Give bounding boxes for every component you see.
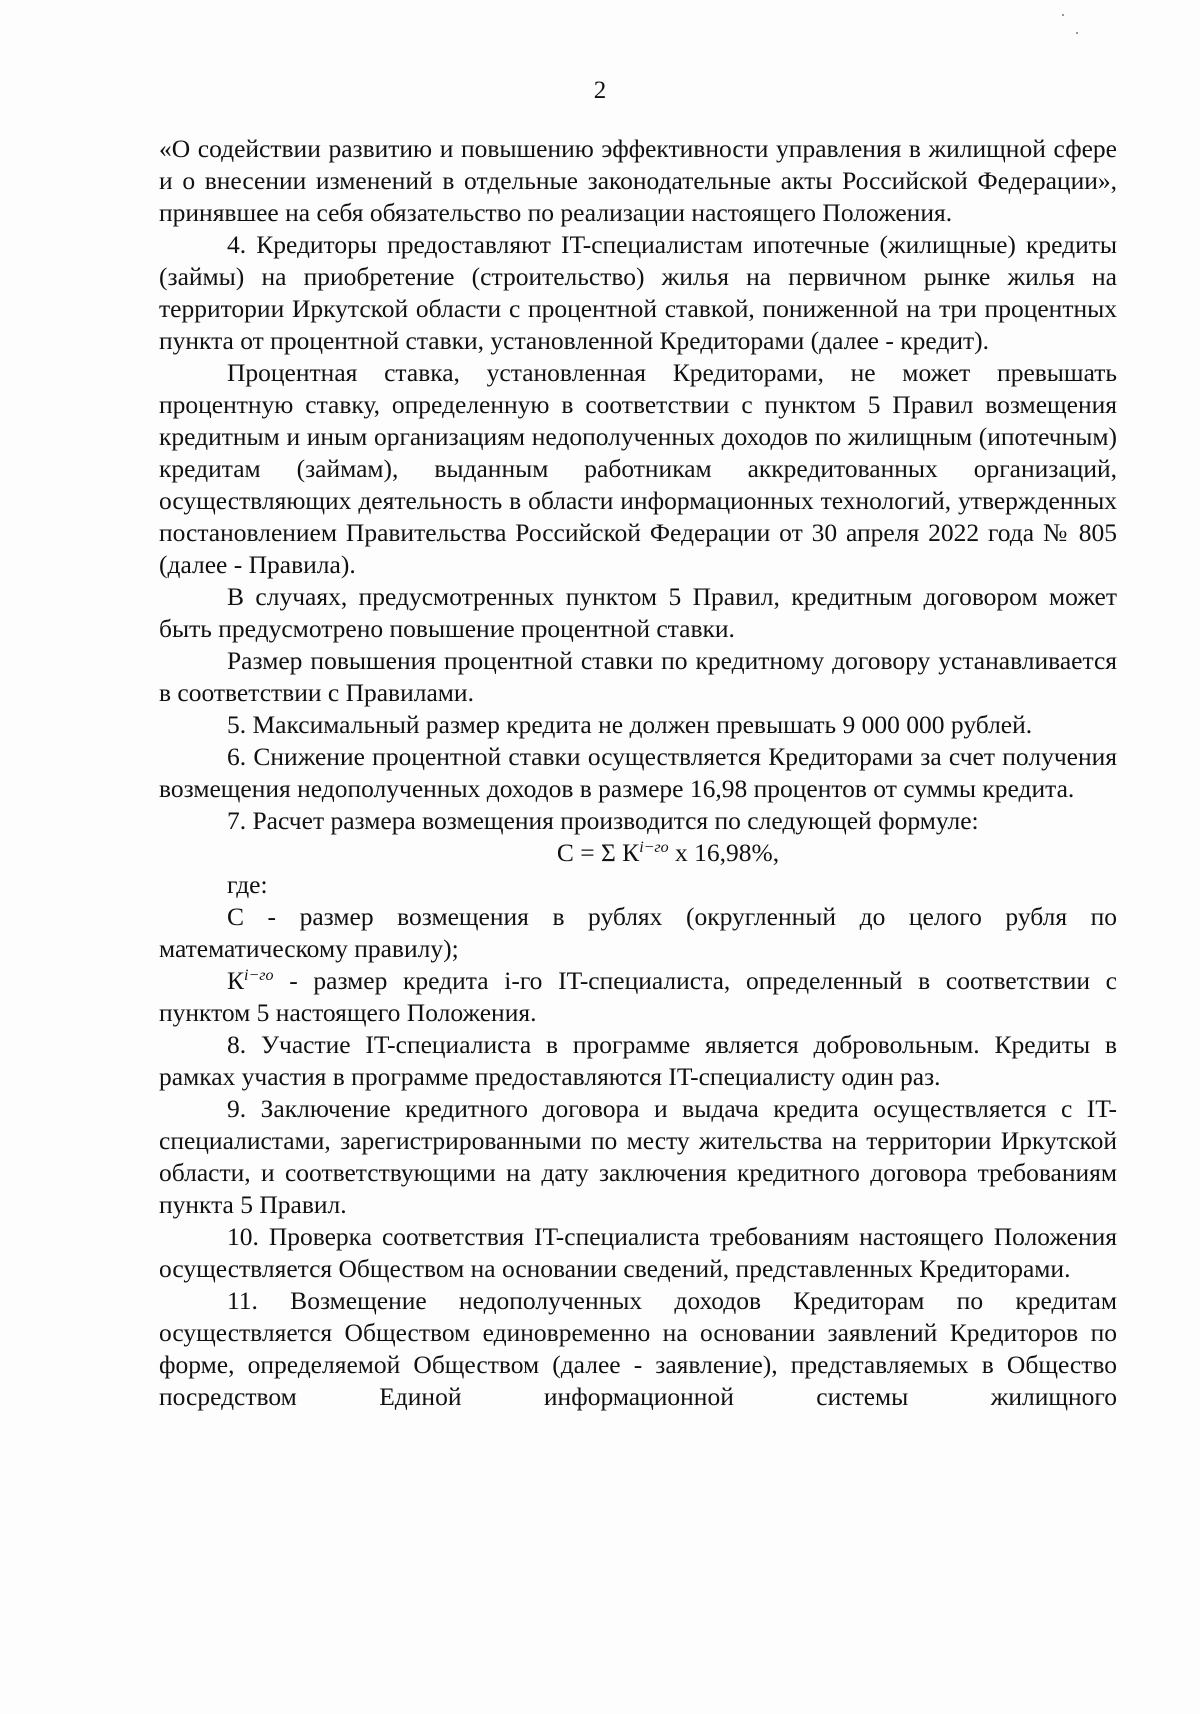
scan-speck (1062, 14, 1064, 16)
paragraph-10: 10. Проверка соответствия IT-специалиста требованиям настоящего Положения осуществляется Обществом на основании сведений, представленных Кредиторами. (159, 1222, 1117, 1283)
formula-tail: х 16,98%, (668, 838, 780, 867)
compensation-formula (159, 837, 1117, 869)
paragraph-4-rate-increase-cases: В случаях, предусмотренных пунктом 5 Правил, кредитным договором может быть предусмотрено повышение процентной ставки. (159, 582, 1117, 643)
page-number: 2 (593, 77, 607, 104)
paragraph-4-interest-rate: Процентная ставка, установленная Кредиторами, не может превышать процентную ставку, определенную в соответствии с пунктом 5 Правил возмещения кредитным и иным организациям недополученных доходов по жилищным (ипотечным) кредитам (займам), выданным работникам аккредитованных организаций, осуществляющих деятельность в области информационных технологий, утвержденных постановлением Правительства Российской Федерации от 30 апреля 2022 года № 805 (далее - Правила). (159, 358, 1117, 579)
definition-k-text: - размер кредита i-го IT-специалиста, определенный в соответствии с пунктом 5 настоящего Положения. (159, 966, 1117, 1027)
paragraph-continuation: «О содействии развитию и повышению эффективности управления в жилищной сфере и о внесении изменений в отдельные законодательные акты Российской Федерации», принявшее на себя обязательство по реализации настоящего Положения. (159, 134, 1117, 227)
paragraph-7: 7. Расчет размера возмещения производится по следующей формуле: (227, 806, 979, 835)
definition-k-symbol: К (227, 966, 245, 995)
scan-speck (1076, 32, 1078, 34)
definition-k-superscript: i−го (244, 967, 274, 984)
paragraph-9: 9. Заключение кредитного договора и выдача кредита осуществляется с IT-специалистами, зарегистрированными по месту жительства на территории Иркутской области, и соответствующими на дату заключения кредитного договора требованиям пункта 5 Правил. (159, 1094, 1117, 1219)
paragraph-4: 4. Кредиторы предоставляют IT-специалистам ипотечные (жилищные) кредиты (займы) на приобретение (строительство) жилья на первичном рынке жилья на территории Иркутской области с процентной ставкой, пониженной на три процентных пункта от процентной ставки, установленной Кредиторами (далее - кредит). (159, 230, 1117, 355)
paragraph-4-rate-increase-size: Размер повышения процентной ставки по кредитному договору устанавливается в соответствии с Правилами. (159, 646, 1117, 707)
where-label: где: (227, 870, 268, 899)
formula-superscript: i−го (639, 839, 669, 856)
paragraph-6: 6. Снижение процентной ставки осуществляется Кредиторами за счет получения возмещения недополученных доходов в размере 16,98 процентов от суммы кредита. (159, 742, 1117, 803)
paragraph-11: 11. Возмещение недополученных доходов Кредиторам по кредитам осуществляется Обществом единовременно на основании заявлений Кредиторов по форме, определяемой Обществом (далее - заявление), представляемых в Общество посредством Единой информационной системы жилищного (159, 1286, 1117, 1411)
definition-c: С - размер возмещения в рублях (округленный до целого рубля по математическому правилу); (159, 902, 1117, 963)
paragraph-5: 5. Максимальный размер кредита не должен превышать 9 000 000 рублей. (227, 710, 1033, 739)
paragraph-8: 8. Участие IT-специалиста в программе является добровольным. Кредиты в рамках участия в программе предоставляются IT-специалисту один раз. (159, 1030, 1117, 1091)
definition-k (159, 965, 1117, 1029)
formula-main: С = Σ К (556, 838, 640, 867)
document-body (159, 133, 1117, 1413)
